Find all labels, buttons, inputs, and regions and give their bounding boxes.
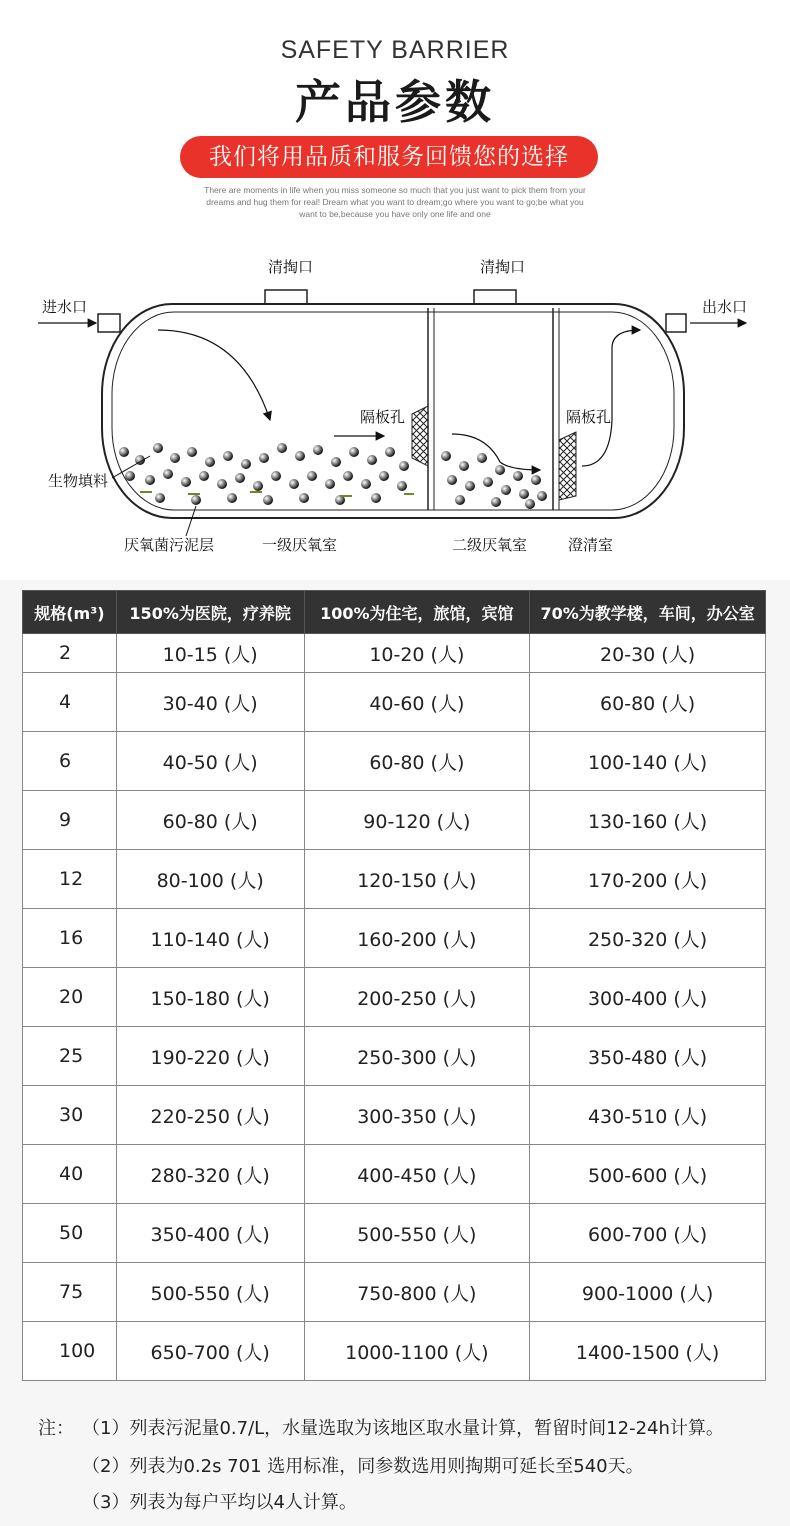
cleanout-label-2: 清掏口 bbox=[480, 258, 526, 276]
cell-residential: 1000-1100 (人) bbox=[304, 1322, 530, 1381]
table-row bbox=[23, 1145, 766, 1204]
cell-residential: 90-120 (人) bbox=[304, 791, 530, 850]
cell-office: 430-510 (人) bbox=[530, 1086, 766, 1145]
table-row bbox=[23, 1322, 766, 1381]
cell-size: 100 bbox=[23, 1322, 117, 1381]
page-title: 产品参数 bbox=[295, 75, 495, 129]
septic-tank-diagram bbox=[0, 240, 790, 580]
cell-office: 20-30 (人) bbox=[530, 634, 766, 673]
cell-size: 40 bbox=[23, 1145, 117, 1204]
cell-hospital: 110-140 (人) bbox=[116, 909, 304, 968]
col-header-office: 70%为教学楼，车间，办公室 bbox=[530, 591, 766, 634]
header-section bbox=[0, 0, 790, 580]
outlet-pipe bbox=[666, 314, 686, 332]
cell-residential: 120-150 (人) bbox=[304, 850, 530, 909]
cell-size: 25 bbox=[23, 1027, 117, 1086]
cell-residential: 500-550 (人) bbox=[304, 1204, 530, 1263]
bio-filler-label: 生物填料 bbox=[48, 472, 109, 490]
cell-size: 50 bbox=[23, 1204, 117, 1263]
table-row bbox=[23, 909, 766, 968]
table-row bbox=[23, 732, 766, 791]
table-row bbox=[23, 673, 766, 732]
cell-office: 170-200 (人) bbox=[530, 850, 766, 909]
cell-residential: 200-250 (人) bbox=[304, 968, 530, 1027]
cell-office: 300-400 (人) bbox=[530, 968, 766, 1027]
cell-office: 60-80 (人) bbox=[530, 673, 766, 732]
cell-residential: 40-60 (人) bbox=[304, 673, 530, 732]
cell-hospital: 10-15 (人) bbox=[116, 634, 304, 673]
cell-size: 75 bbox=[23, 1263, 117, 1322]
note-line: （2）列表为0.2s 701 选用标准，同参数选用则掏期可延长至540天。 bbox=[82, 1456, 644, 1477]
inlet-pipe bbox=[98, 314, 120, 332]
inlet-label: 进水口 bbox=[42, 298, 88, 316]
cell-residential: 750-800 (人) bbox=[304, 1263, 530, 1322]
cell-hospital: 500-550 (人) bbox=[116, 1263, 304, 1322]
cell-office: 250-320 (人) bbox=[530, 909, 766, 968]
cell-residential: 300-350 (人) bbox=[304, 1086, 530, 1145]
table-row bbox=[23, 634, 766, 673]
cell-hospital: 150-180 (人) bbox=[116, 968, 304, 1027]
slogan-banner: 我们将用品质和服务回馈您的选择 bbox=[180, 136, 598, 178]
english-title: SAFETY BARRIER bbox=[280, 36, 510, 64]
cell-office: 900-1000 (人) bbox=[530, 1263, 766, 1322]
sludge-layer-label: 厌氧菌污泥层 bbox=[124, 536, 215, 554]
cell-hospital: 30-40 (人) bbox=[116, 673, 304, 732]
cell-office: 130-160 (人) bbox=[530, 791, 766, 850]
cell-size: 16 bbox=[23, 909, 117, 968]
cell-hospital: 350-400 (人) bbox=[116, 1204, 304, 1263]
cell-residential: 400-450 (人) bbox=[304, 1145, 530, 1204]
note-line: （3）列表为每户平均以4人计算。 bbox=[82, 1492, 357, 1513]
tagline bbox=[170, 184, 620, 220]
cell-residential: 160-200 (人) bbox=[304, 909, 530, 968]
cell-hospital: 80-100 (人) bbox=[116, 850, 304, 909]
cell-size: 30 bbox=[23, 1086, 117, 1145]
chamber-1-label: 一级厌氧室 bbox=[262, 536, 338, 554]
notes-prefix: 注： bbox=[38, 1418, 74, 1439]
cell-size: 9 bbox=[23, 791, 117, 850]
cell-office: 350-480 (人) bbox=[530, 1027, 766, 1086]
cell-hospital: 220-250 (人) bbox=[116, 1086, 304, 1145]
cell-office: 500-600 (人) bbox=[530, 1145, 766, 1204]
spec-table-section bbox=[0, 580, 790, 1526]
cell-size: 4 bbox=[23, 673, 117, 732]
cell-size: 20 bbox=[23, 968, 117, 1027]
table-row bbox=[23, 1263, 766, 1322]
cell-size: 12 bbox=[23, 850, 117, 909]
spec-table bbox=[22, 590, 766, 1381]
table-row bbox=[23, 1027, 766, 1086]
note-line: （1）列表污泥量0.7/L，水量选取为该地区取水量计算，暂留时间12-24h计算。 bbox=[82, 1418, 724, 1439]
table-row bbox=[23, 1086, 766, 1145]
outlet-label: 出水口 bbox=[702, 298, 748, 316]
col-header-hospital: 150%为医院，疗养院 bbox=[116, 591, 304, 634]
tagline-line: want to be,because you have only one life and one bbox=[299, 209, 491, 219]
table-header-row bbox=[23, 591, 766, 634]
cell-size: 6 bbox=[23, 732, 117, 791]
cell-office: 100-140 (人) bbox=[530, 732, 766, 791]
baffle-hole-label-1: 隔板孔 bbox=[360, 408, 406, 426]
cell-hospital: 60-80 (人) bbox=[116, 791, 304, 850]
chamber-2-label: 二级厌氧室 bbox=[452, 536, 528, 554]
tagline-line: dreams and hug them for real! Dream what you want to dream;go where you want to go;be what you bbox=[206, 197, 584, 207]
col-header-residential: 100%为住宅，旅馆，宾馆 bbox=[304, 591, 530, 634]
cell-residential: 60-80 (人) bbox=[304, 732, 530, 791]
cell-hospital: 280-320 (人) bbox=[116, 1145, 304, 1204]
cell-residential: 250-300 (人) bbox=[304, 1027, 530, 1086]
cell-residential: 10-20 (人) bbox=[304, 634, 530, 673]
cell-hospital: 40-50 (人) bbox=[116, 732, 304, 791]
table-row bbox=[23, 968, 766, 1027]
cell-office: 1400-1500 (人) bbox=[530, 1322, 766, 1381]
cleanout-label-1: 清掏口 bbox=[268, 258, 314, 276]
table-row bbox=[23, 850, 766, 909]
cell-size: 2 bbox=[23, 634, 117, 673]
cell-hospital: 190-220 (人) bbox=[116, 1027, 304, 1086]
cell-office: 600-700 (人) bbox=[530, 1204, 766, 1263]
cell-hospital: 650-700 (人) bbox=[116, 1322, 304, 1381]
table-row bbox=[23, 1204, 766, 1263]
tagline-line: There are moments in life when you miss someone so much that you just want to pick them from your bbox=[204, 185, 586, 195]
baffle-mesh-2 bbox=[559, 432, 576, 500]
table-row bbox=[23, 791, 766, 850]
col-header-size: 规格(m³) bbox=[23, 591, 117, 634]
clarify-chamber-label: 澄清室 bbox=[568, 536, 614, 554]
baffle-hole-label-2: 隔板孔 bbox=[566, 408, 612, 426]
baffle-mesh-1 bbox=[412, 406, 428, 466]
